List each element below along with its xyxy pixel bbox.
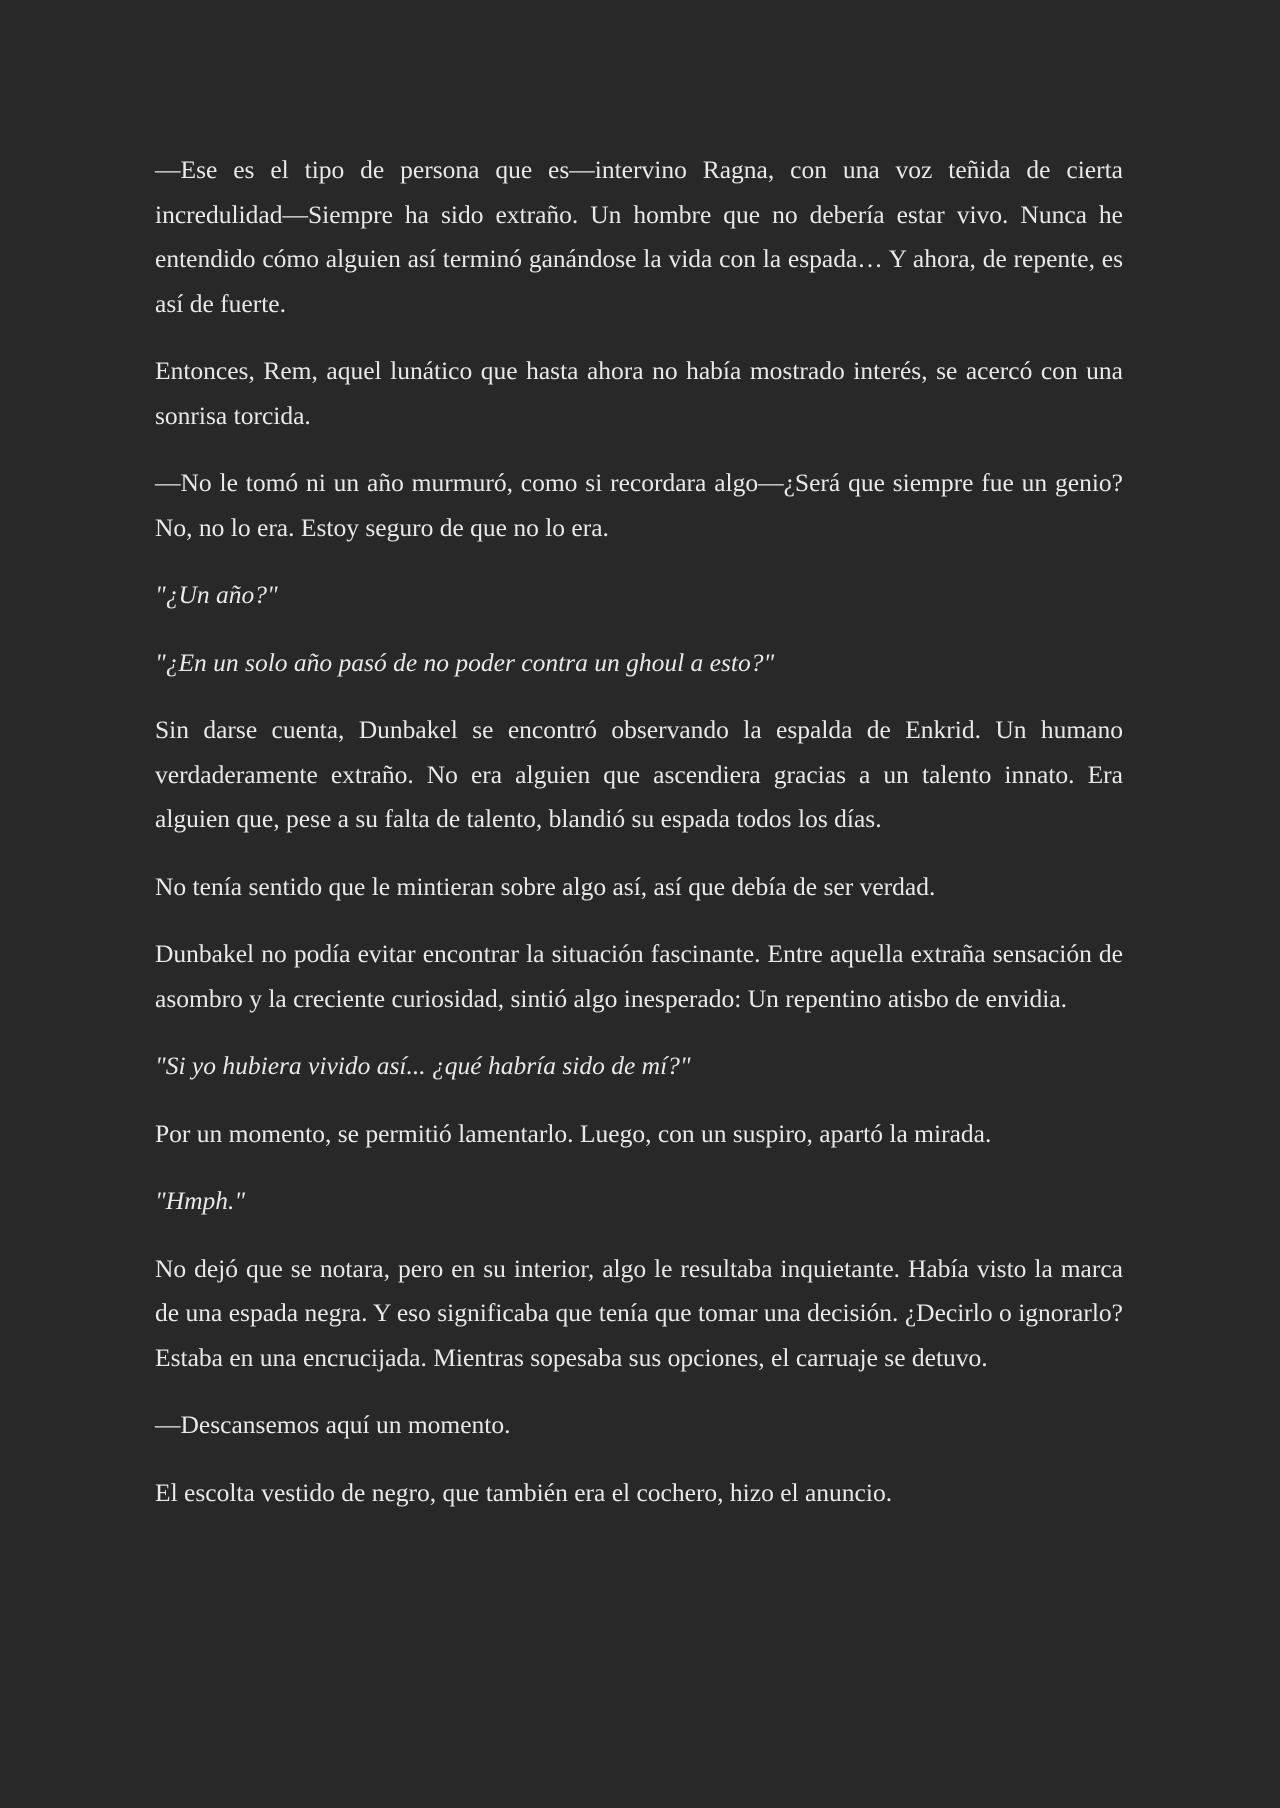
paragraph: No dejó que se notara, pero en su interior, algo le resultaba inquietante. Había visto la marca de una espada negra. Y eso significaba que tenía que tomar una decisión. ¿Decirlo o ignorarlo? Estaba en una encrucijada. Mientras sopesaba sus opciones, el carruaje se detuvo. — [155, 1253, 1123, 1372]
document-body — [155, 148, 1123, 1538]
paragraph: Por un momento, se permitió lamentarlo. Luego, con un suspiro, apartó la mirada. — [155, 1118, 992, 1148]
paragraph: —No le tomó ni un año murmuró, como si recordara algo—¿Será que siempre fue un genio? No, no lo era. Estoy seguro de que no lo era. — [155, 468, 1123, 542]
thought-paragraph: "¿En un solo año pasó de no poder contra un ghoul a esto?" — [155, 647, 775, 677]
thought-paragraph: "Hmph." — [155, 1186, 246, 1215]
paragraph: El escolta vestido de negro, que también era el cochero, hizo el anuncio. — [155, 1477, 893, 1507]
thought-paragraph: "Si yo hubiera vivido así... ¿qué habría sido de mí?" — [155, 1051, 691, 1080]
paragraph: —Descansemos aquí un momento. — [155, 1410, 511, 1439]
thought-paragraph: "¿Un año?" — [155, 580, 278, 609]
paragraph: Dunbakel no podía evitar encontrar la situación fascinante. Entre aquella extraña sensación de asombro y la creciente curiosidad, sintió algo inesperado: Un repentino atisbo de envidia. — [155, 939, 1123, 1013]
paragraph: Sin darse cuenta, Dunbakel se encontró observando la espalda de Enkrid. Un humano verdaderamente extraño. No era alguien que ascendiera gracias a un talento innato. Era alguien que, pese a su falta de talento, blandió su espada todos los días. — [155, 715, 1123, 833]
paragraph: —Ese es el tipo de persona que es—intervino Ragna, con una voz teñida de cierta incredulidad—Siempre ha sido extraño. Un hombre que no debería estar vivo. Nunca he entendido cómo alguien así terminó ganándose la vida con la espada… Y ahora, de repente, es así de fuerte. — [155, 155, 1123, 318]
paragraph: Entonces, Rem, aquel lunático que hasta ahora no había mostrado interés, se acercó con una sonrisa torcida. — [155, 356, 1123, 430]
paragraph: No tenía sentido que le mintieran sobre algo así, así que debía de ser verdad. — [155, 871, 936, 901]
